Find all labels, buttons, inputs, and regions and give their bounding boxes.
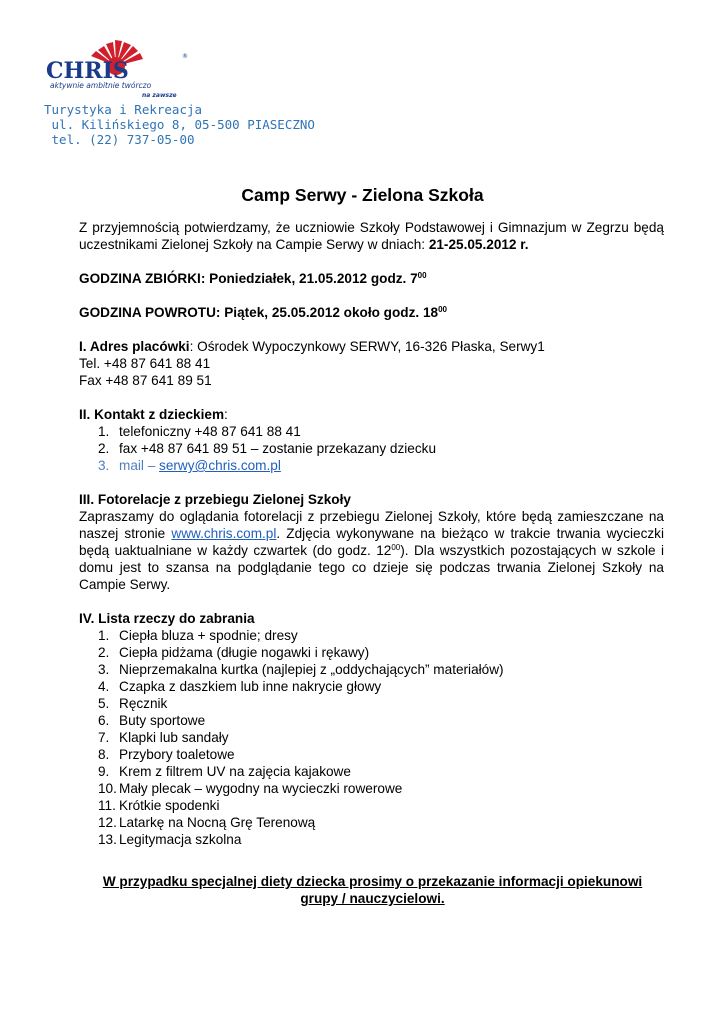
return-time — [79, 304, 664, 321]
list-item — [79, 423, 664, 440]
list-item — [79, 712, 664, 729]
items-list — [79, 627, 664, 848]
section-3-heading: III. Fotorelacje z przebiegu Zielonej Szkoły — [79, 492, 351, 507]
list-number: 6. — [98, 713, 110, 728]
section-2-title — [79, 406, 664, 423]
list-number: 7. — [98, 730, 110, 745]
gathering-sup: 00 — [417, 271, 427, 280]
company-line-3: tel. (22) 737-05-00 — [44, 132, 195, 147]
intro-paragraph — [79, 219, 664, 253]
list-item — [79, 729, 664, 746]
company-line-1: Turystyka i Rekreacja — [44, 102, 203, 117]
page-title: Camp Serwy - Zielona Szkoła — [241, 185, 484, 205]
diet-notice-line-2: grupy / nauczycielowi. — [300, 891, 445, 906]
list-number: 1. — [98, 628, 110, 643]
list-text: Przybory toaletowe — [119, 747, 235, 762]
list-text: Czapka z daszkiem lub inne nakrycie głowy — [119, 679, 382, 694]
document-body — [79, 219, 664, 848]
svg-text:®: ® — [182, 53, 188, 60]
list-item — [79, 644, 664, 661]
section-3-text-1: Zapraszamy do oglądania fotorelacji z przebiegu Zielonej Szkoły, które będą zamieszczane na naszej stronie — [79, 509, 664, 541]
list-item — [79, 746, 664, 763]
section-4-heading: IV. Lista rzeczy do zabrania — [79, 611, 255, 626]
diet-notice — [60, 873, 685, 907]
list-number: 8. — [98, 747, 110, 762]
return-sup: 00 — [438, 305, 447, 314]
list-text: telefoniczny +48 87 641 88 41 — [119, 424, 301, 439]
list-number: 4. — [98, 679, 110, 694]
list-number: 12. — [98, 815, 117, 830]
section-1-tel: Tel. +48 87 641 88 41 — [79, 356, 211, 371]
list-number: 9. — [98, 764, 110, 779]
email-link[interactable]: serwy@chris.com.pl — [159, 458, 281, 473]
list-item — [79, 831, 664, 848]
gathering-time — [79, 270, 664, 287]
list-item — [79, 695, 664, 712]
return-label: GODZINA POWROTU: Piątek, 25.05.2012 około godz. 18 — [79, 305, 439, 320]
intro-text: Z przyjemnością potwierdzamy, że uczniowie Szkoły Podstawowej i Gimnazjum w Zegrzu będą uczestnikami Zielonej Szkoły na Campie Serwy w dniach: — [79, 220, 664, 252]
list-text: Krem z filtrem UV na zajęcia kajakowe — [119, 764, 351, 779]
list-number: 10. — [98, 781, 117, 796]
list-item — [79, 814, 664, 831]
list-text: Ciepła bluza + spodnie; dresy — [119, 628, 298, 643]
list-text: Buty sportowe — [119, 713, 206, 728]
list-number: 13. — [98, 832, 117, 847]
section-3-text-2: . Zdjęcia wykonywane na bieżąco w trakcie trwania wycieczki będą uaktualniane w każdy czwartek (do godz. 12 — [79, 526, 664, 558]
diet-notice-line-1: W przypadku specjalnej diety dziecka prosimy o przekazanie informacji opiekunowi — [102, 874, 643, 889]
gathering-label: GODZINA ZBIÓRKI: Poniedziałek, 21.05.2012 godz. 7 — [79, 271, 418, 286]
list-text: Latarkę na Nocną Grę Terenową — [119, 815, 316, 830]
list-item — [79, 440, 664, 457]
list-item — [79, 780, 664, 797]
section-3-text-3: ). Dla wszystkich pozostających w szkole i domu jest to szansa na podglądanie tego co dzieje się podczas trwania Zielonej Szkoły na Campie Serwy. — [79, 543, 665, 592]
list-text: Ciepła pidżama (długie nogawki i rękawy) — [119, 645, 370, 660]
company-info — [44, 102, 315, 147]
section-1-address-text: : Ośrodek Wypoczynkowy SERWY, 16-326 Płaska, Serwy1 — [189, 339, 545, 354]
list-item — [79, 457, 664, 474]
list-number: 3. — [98, 458, 110, 473]
section-2-colon: : — [224, 407, 228, 422]
list-number: 2. — [98, 441, 110, 456]
mail-label: mail – — [119, 458, 156, 473]
list-text: Klapki lub sandały — [119, 730, 229, 745]
list-text: Nieprzemakalna kurtka (najlepiej z „oddychających” materiałów) — [119, 662, 504, 677]
section-1-address — [79, 338, 664, 355]
section-1-heading: I. Adres placówki — [79, 339, 190, 354]
list-item — [79, 678, 664, 695]
list-item — [79, 763, 664, 780]
intro-dates: 21-25.05.2012 r. — [428, 237, 529, 252]
list-number: 1. — [98, 424, 110, 439]
list-item — [79, 797, 664, 814]
list-number: 11. — [98, 798, 116, 813]
section-2-heading: II. Kontakt z dzieckiem — [79, 407, 225, 422]
section-3-sup: 00 — [391, 543, 401, 552]
list-text: Legitymacja szkolna — [119, 832, 242, 847]
list-number: 2. — [98, 645, 110, 660]
logo-tagline-2: na zawsze — [142, 92, 177, 99]
list-text: Mały plecak – wygodny na wycieczki rowerowe — [119, 781, 403, 796]
logo-wordmark: CHRIS — [46, 58, 129, 84]
list-number: 5. — [98, 696, 110, 711]
section-3-paragraph — [79, 508, 664, 593]
list-item — [79, 627, 664, 644]
list-number: 3. — [98, 662, 110, 677]
contact-list — [79, 423, 664, 474]
company-line-2: ul. Kilińskiego 8, 05-500 PIASECZNO — [44, 117, 315, 132]
list-item — [79, 661, 664, 678]
list-text: Ręcznik — [119, 696, 168, 711]
website-link[interactable]: www.chris.com.pl — [171, 526, 277, 541]
list-text: fax +48 87 641 89 51 – zostanie przekazany dziecku — [119, 441, 437, 456]
company-logo — [46, 36, 191, 100]
list-text: Krótkie spodenki — [119, 798, 220, 813]
section-1-fax: Fax +48 87 641 89 51 — [79, 373, 212, 388]
logo-tagline: aktywnie ambitnie twórczo — [50, 81, 152, 90]
